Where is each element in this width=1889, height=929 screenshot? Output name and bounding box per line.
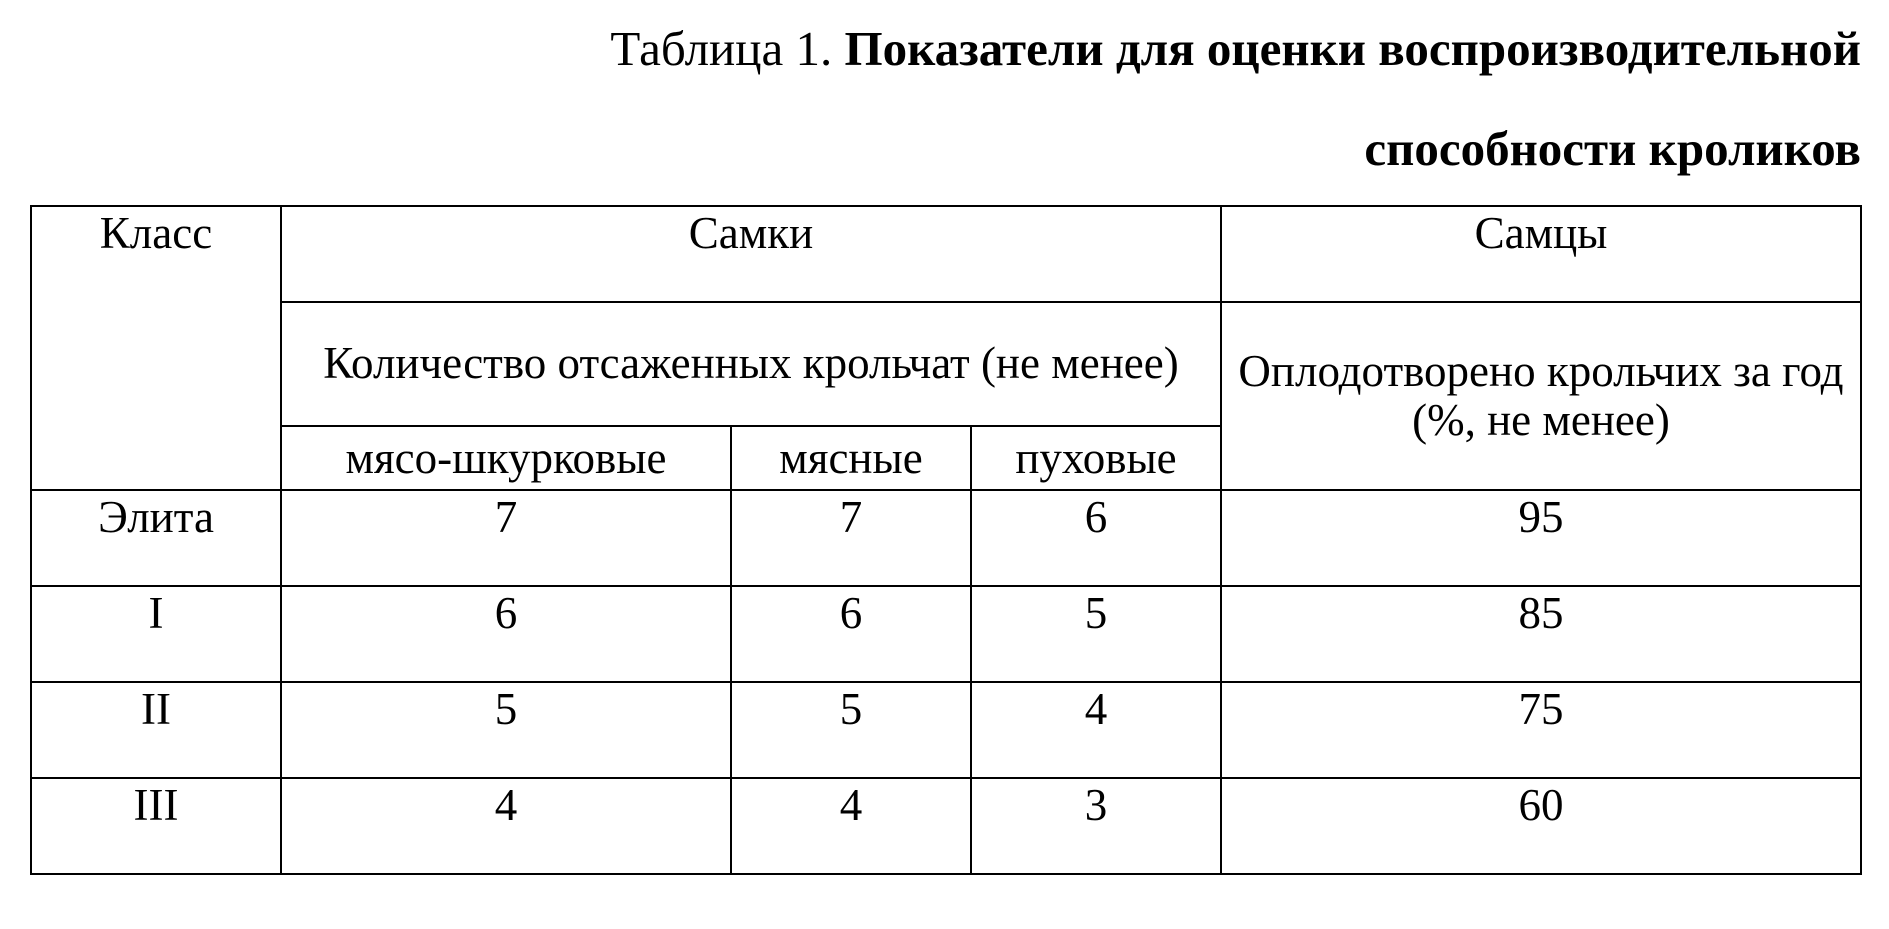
cell-down: 3	[971, 778, 1221, 874]
header-down: пуховые	[971, 426, 1221, 490]
header-meat-skin: мясо-шкурковые	[281, 426, 731, 490]
header-females-metric: Количество отсаженных крольчат (не менее)	[281, 302, 1221, 426]
cell-down: 4	[971, 682, 1221, 778]
header-males: Самцы	[1221, 206, 1861, 302]
caption-title-line1: Показатели для оценки воспроизводительной	[844, 21, 1861, 76]
cell-meat-skin: 5	[281, 682, 731, 778]
cell-meat-skin: 7	[281, 490, 731, 586]
rabbit-reproduction-table	[30, 205, 1862, 875]
header-males-metric: Оплодотворено крольчих за год (%, не менее)	[1221, 302, 1861, 490]
cell-meat: 6	[731, 586, 971, 682]
cell-meat: 7	[731, 490, 971, 586]
caption-title-line2: способности кроликов	[1364, 121, 1861, 176]
header-females: Самки	[281, 206, 1221, 302]
header-row-2	[31, 302, 1861, 426]
cell-meat-skin: 6	[281, 586, 731, 682]
table-row	[31, 778, 1861, 874]
header-row-1	[31, 206, 1861, 302]
cell-class: Элита	[31, 490, 281, 586]
cell-males: 85	[1221, 586, 1861, 682]
table-caption	[610, 21, 1861, 76]
table-row	[31, 586, 1861, 682]
table-row	[31, 682, 1861, 778]
cell-class: III	[31, 778, 281, 874]
cell-males: 75	[1221, 682, 1861, 778]
cell-males: 60	[1221, 778, 1861, 874]
table-row	[31, 490, 1861, 586]
cell-meat: 4	[731, 778, 971, 874]
cell-down: 5	[971, 586, 1221, 682]
cell-class: II	[31, 682, 281, 778]
table-caption-continued	[1364, 121, 1861, 176]
cell-class: I	[31, 586, 281, 682]
cell-meat-skin: 4	[281, 778, 731, 874]
cell-meat: 5	[731, 682, 971, 778]
header-meat: мясные	[731, 426, 971, 490]
cell-males: 95	[1221, 490, 1861, 586]
caption-prefix: Таблица 1.	[610, 21, 845, 76]
cell-down: 6	[971, 490, 1221, 586]
header-class: Класс	[31, 206, 281, 490]
